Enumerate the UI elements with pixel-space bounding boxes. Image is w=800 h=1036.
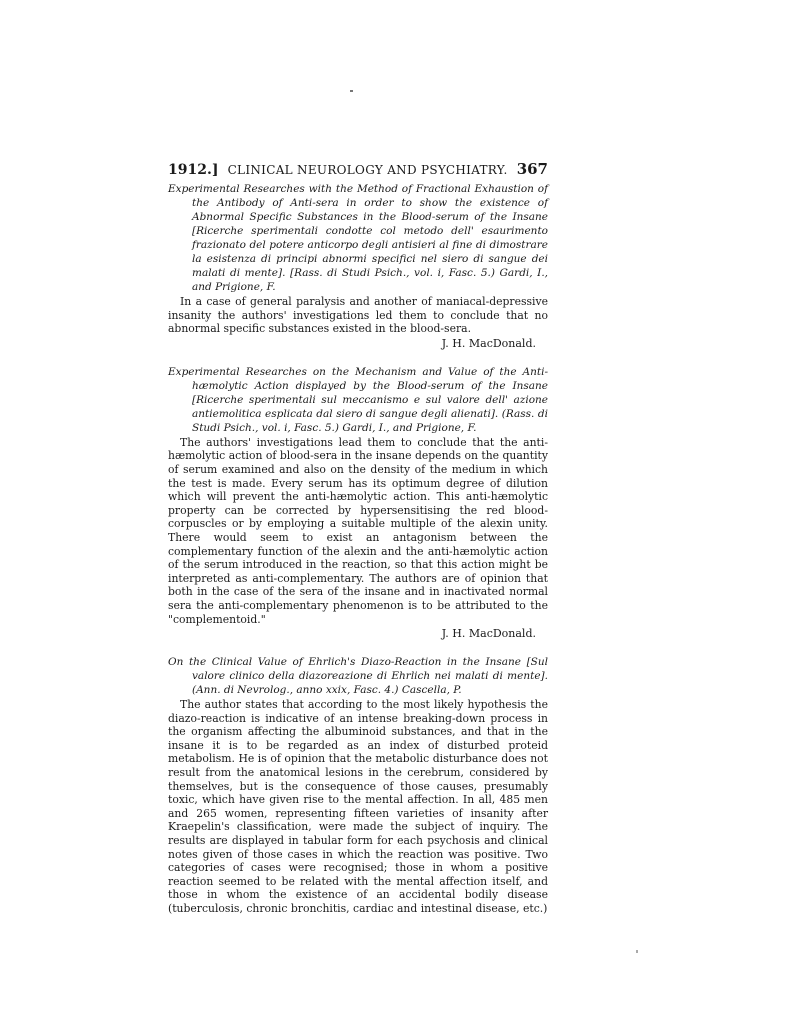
article-title: On the Clinical Value of Ehrlich's Diazo-Reaction in the Insane [Sul valore clinico della diazoreazione di Ehrlich nei malati di mente]. (Ann. di Nevrolog., anno xxix, Fasc. 4.) Cascella, P.	[168, 656, 548, 697]
article-3	[168, 655, 548, 916]
article-signature: J. H. MacDonald.	[441, 336, 536, 350]
article-title: Experimental Researches with the Method of Fractional Exhaustion of the Antibody of Anti-sera in order to show the existence of Abnormal Specific Substances in the Blood-serum of the Insane [Ricerche sperimentali condotte col metodo dell' esaurimento frazionato del potere anticorpo degli antisieri al fine di dimostrare la esistenza di principi abnormi specifici nel siero di sangue dei malati di mente]. [Rass. di Studi Psich., vol. i, Fasc. 5.) Gardi, I., and Prigione, F.	[168, 183, 548, 293]
running-title: CLINICAL NEUROLOGY AND PSYCHIATRY.	[227, 163, 508, 177]
page-number: 367	[516, 160, 548, 178]
running-header	[168, 160, 548, 178]
article-body: The authors' investigations lead them to conclude that the anti-hæmolytic action of blood-sera in the insane depends on the quantity of serum examined and also on the density of the medium in which the test is made. Every serum has its optimum degree of dilution which will prevent the anti-hæmolytic action. This anti-hæmolytic property can be corrected by hypersensitising the red blood-corpuscles or by employing a suitable multiple of the alexin unity. There would seem to exist an antagonism between the complementary function of the alexin and the anti-hæmolytic action of the serum introduced in the reaction, so that this action might be interpreted as anti-complementary. The authors are of opinion that both in the case of the sera of the insane and in inactivated normal sera the anti-complementary phenomenon is to be attributed to the "complementoid."	[168, 435, 548, 626]
article-1	[168, 182, 548, 351]
scan-speck	[350, 90, 353, 92]
scan-speck	[636, 950, 638, 953]
article-title: Experimental Researches on the Mechanism and Value of the Anti-hæmolytic Action displayed by the Blood-serum of the Insane [Ricerche sperimentali sul meccanismo e sul valore dell' azione antiemolitica esplicata dal siero di sangue degli alienati]. (Rass. di Studi Psich., vol. i, Fasc. 5.) Gardi, I., and Prigione, F.	[168, 365, 548, 434]
journal-page	[168, 160, 548, 930]
article-body: In a case of general paralysis and another of maniacal-depressive insanity the authors' investigations led them to conclude that no abnormal specific substances existed in the blood-sera.	[168, 295, 548, 336]
article-body: The author states that according to the most likely hypothesis the diazo-reaction is indicative of an intense breaking-down process in the organism affecting the albuminoid substances, and that in the insane it is to be regarded as an index of disturbed proteid metabolism. He is of opinion that the metabolic disturbance does not result from the anatomical lesions in the cerebrum, considered by themselves, but is the consequence of those causes, presumably toxic, which have given rise to the mental affection. In all, 485 men and 265 women, representing fifteen varieties of insanity after Kraepelin's classification, were made the subject of inquiry. The results are displayed in tabular form for each psychosis and clinical notes given of those cases in which the reaction was positive. Two categories of cases were recognised; those in whom a positive reaction seemed to be related with the mental affection itself, and those in whom the existence of an accidental bodily disease (tuberculosis, chronic bronchitis, cardiac and intestinal disease, etc.)	[168, 698, 548, 915]
header-year: 1912.]	[168, 162, 219, 178]
article-signature: J. H. MacDonald.	[441, 627, 536, 641]
article-2	[168, 365, 548, 641]
